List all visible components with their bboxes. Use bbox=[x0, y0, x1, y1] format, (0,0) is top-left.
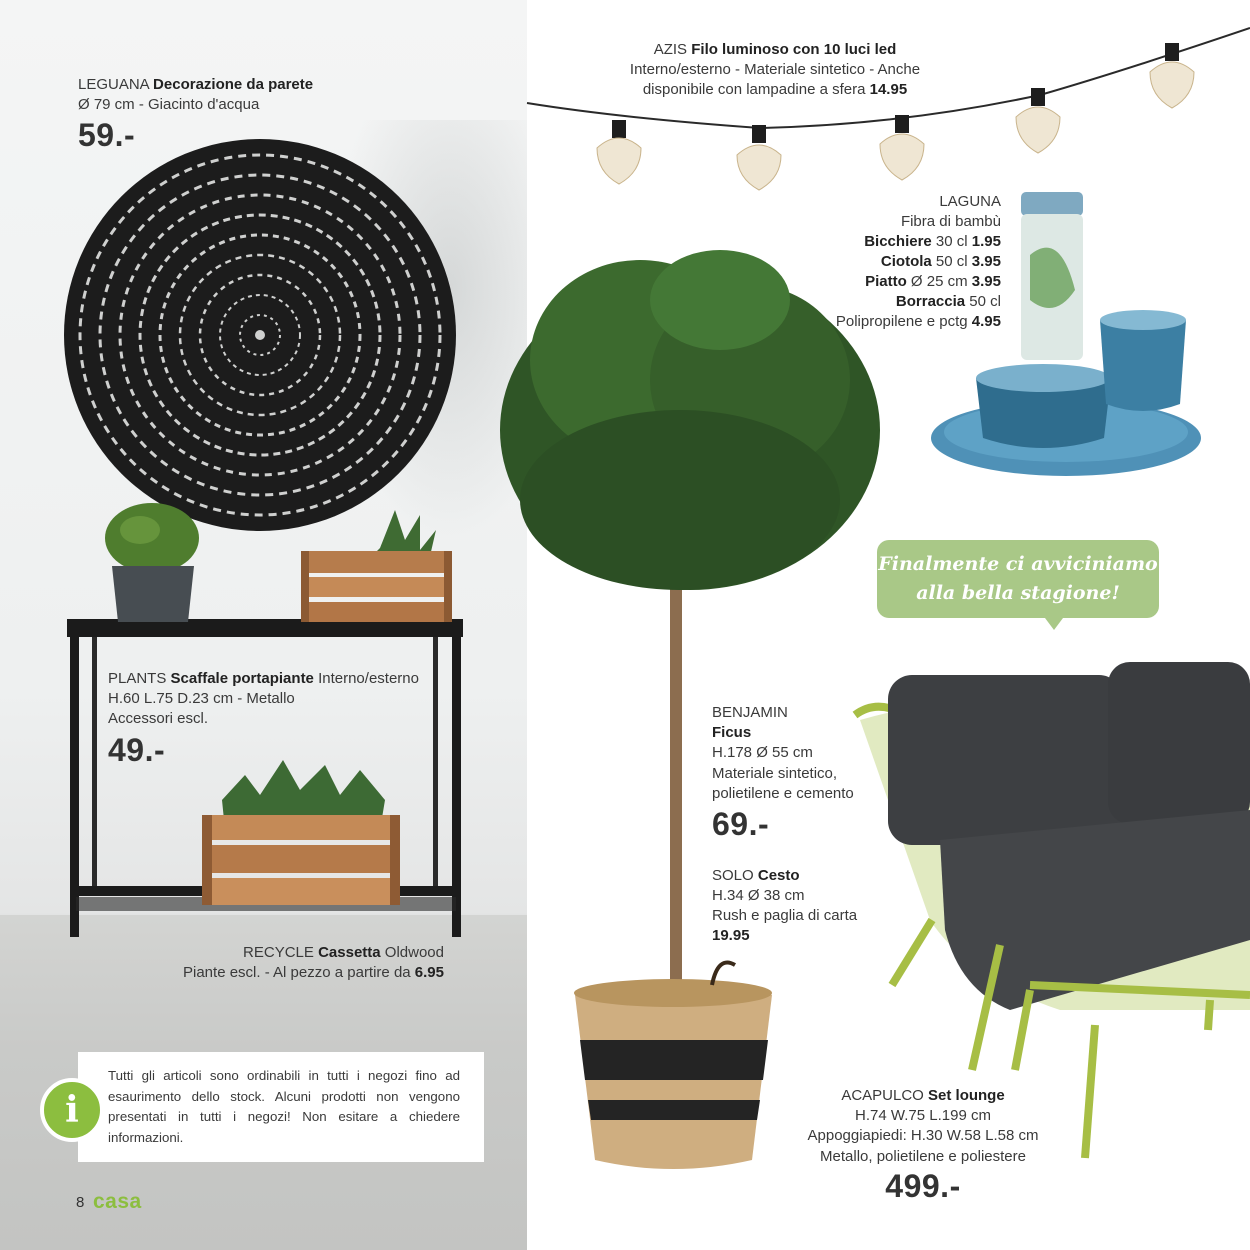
acapulco-brand: ACAPULCO bbox=[841, 1087, 924, 1104]
plants-name-suffix: Interno/esterno bbox=[313, 670, 419, 687]
benjamin-price: 69.- bbox=[712, 806, 770, 842]
laguna-item-borraccia bbox=[760, 292, 1001, 312]
azis-variant-price: 14.95 bbox=[869, 81, 908, 98]
recycle-price: 6.95 bbox=[414, 964, 444, 981]
laguna-brand: LAGUNA bbox=[939, 193, 1001, 210]
casa-logo: casa bbox=[93, 1190, 142, 1213]
page-number: 8 bbox=[76, 1194, 85, 1211]
benjamin-name: Ficus bbox=[712, 724, 752, 741]
recycle-details bbox=[100, 963, 444, 983]
laguna-item-name: Ciotola bbox=[880, 253, 932, 270]
solo-title bbox=[712, 866, 800, 886]
azis-name: Filo luminoso con 10 luci led bbox=[691, 41, 897, 58]
azis-details-2 bbox=[582, 80, 968, 100]
acapulco-name: Set lounge bbox=[928, 1087, 1005, 1104]
solo-name: Cesto bbox=[757, 867, 800, 884]
solo-material: Rush e paglia di carta bbox=[712, 907, 858, 924]
info-notice-box bbox=[78, 1052, 484, 1162]
recycle-brand: RECYCLE bbox=[243, 944, 314, 961]
laguna-bottle-price: 4.95 bbox=[971, 313, 1001, 330]
leguana-name: Decorazione da parete bbox=[153, 76, 314, 93]
leguana-details: Ø 79 cm - Giacinto d'acqua bbox=[78, 96, 260, 113]
laguna-bottle-material-text: Polipropilene e pctg bbox=[835, 313, 972, 330]
acapulco-price: 499.- bbox=[885, 1168, 961, 1204]
benjamin-dimensions: H.178 Ø 55 cm bbox=[712, 744, 813, 761]
promo-banner-text bbox=[877, 550, 1159, 608]
woven-basket-image bbox=[574, 963, 772, 1170]
laguna-item-price: 1.95 bbox=[971, 233, 1001, 250]
info-icon: i bbox=[40, 1078, 104, 1142]
promo-banner-tail bbox=[1042, 614, 1066, 630]
azis-brand: AZIS bbox=[653, 41, 688, 58]
recycle-name-suffix: Oldwood bbox=[380, 944, 444, 961]
plants-price: 49.- bbox=[108, 732, 166, 768]
acapulco-footstool: Appoggiapiedi: H.30 W.58 L.58 cm bbox=[807, 1127, 1039, 1144]
laguna-item-name: Piatto bbox=[865, 273, 907, 290]
laguna-item-bicchiere bbox=[760, 232, 1001, 252]
acapulco-title bbox=[770, 1086, 1076, 1106]
recycle-name: Cassetta bbox=[318, 944, 381, 961]
leguana-brand: LEGUANA bbox=[78, 76, 149, 93]
info-notice-text: Tutti gli articoli sono ordinabili in tutti i negozi fino ad esaurimento dello stock. Alcuni prodotti non vengono presentati in tutti i negozi! Non esitare a chiedere informazioni. bbox=[108, 1068, 460, 1145]
promo-banner-line-2: alla bella stagione! bbox=[916, 582, 1120, 604]
recycle-details-text: Piante escl. - Al pezzo a partire da bbox=[183, 964, 415, 981]
plants-brand: PLANTS bbox=[108, 670, 167, 687]
laguna-item-piatto bbox=[760, 272, 1001, 292]
azis-details: Interno/esterno - Materiale sintetico - Anche bbox=[629, 61, 921, 78]
azis-variant-text: disponibile con lampadine a sfera bbox=[642, 81, 870, 98]
laguna-item-detail: Ø 25 cm bbox=[906, 273, 972, 290]
azis-title bbox=[582, 40, 968, 60]
laguna-item-detail: 30 cl bbox=[931, 233, 972, 250]
laguna-item-detail: 50 cl bbox=[965, 293, 1001, 310]
laguna-item-price: 3.95 bbox=[971, 253, 1001, 270]
benjamin-material-1: Materiale sintetico, bbox=[712, 765, 838, 782]
benjamin-material-2: polietilene e cemento bbox=[712, 785, 854, 802]
plants-title bbox=[108, 669, 419, 689]
laguna-item-name: Bicchiere bbox=[864, 233, 932, 250]
solo-price: 19.95 bbox=[712, 927, 750, 944]
acapulco-material: Metallo, polietilene e poliestere bbox=[820, 1148, 1026, 1165]
solo-brand: SOLO bbox=[712, 867, 754, 884]
leguana-price: 59.- bbox=[78, 117, 136, 153]
solo-dimensions: H.34 Ø 38 cm bbox=[712, 887, 805, 904]
plants-note: Accessori escl. bbox=[108, 710, 209, 727]
benjamin-brand: BENJAMIN bbox=[712, 704, 788, 721]
laguna-item-price: 3.95 bbox=[971, 273, 1001, 290]
acapulco-dimensions: H.74 W.75 L.199 cm bbox=[855, 1107, 991, 1124]
laguna-item-ciotola bbox=[760, 252, 1001, 272]
leguana-title bbox=[78, 75, 313, 95]
laguna-item-detail: 50 cl bbox=[931, 253, 972, 270]
laguna-bottle-material bbox=[760, 312, 1001, 332]
promo-banner-line-1: Finalmente ci avviciniamo bbox=[878, 553, 1158, 575]
plants-dimensions: H.60 L.75 D.23 cm - Metallo bbox=[108, 690, 295, 707]
lounge-sofa-image bbox=[855, 662, 1250, 1158]
plants-name: Scaffale portapiante bbox=[170, 670, 314, 687]
laguna-material: Fibra di bambù bbox=[900, 213, 1001, 230]
laguna-item-name: Borraccia bbox=[895, 293, 966, 310]
ficus-tree-image bbox=[500, 250, 880, 990]
recycle-title bbox=[120, 943, 444, 963]
